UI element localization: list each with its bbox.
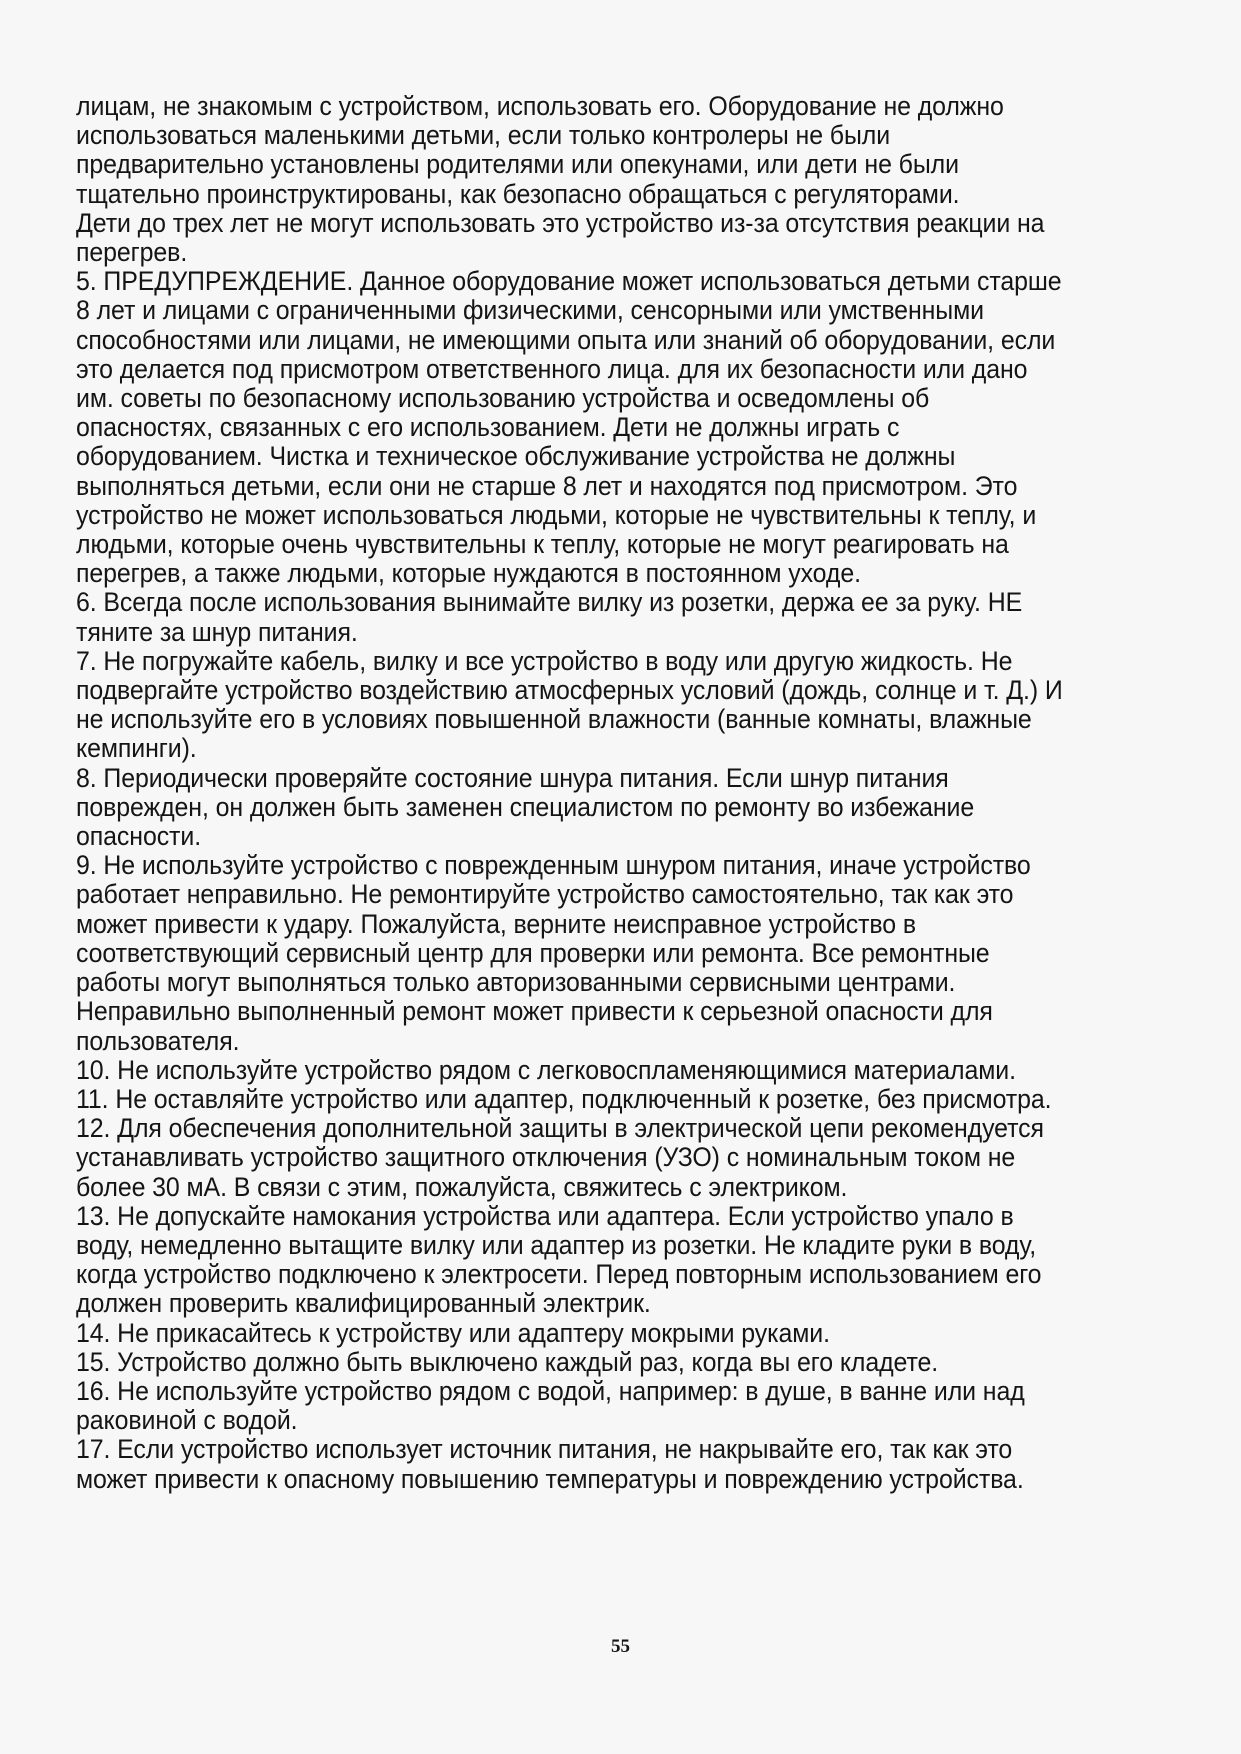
paragraph-item-11: 11. Не оставляйте устройство или адаптер, подключенный к розетке, без присмотра. <box>76 1083 1052 1114</box>
paragraph-item-9: 9. Не используйте устройство с поврежденным шнуром питания, иначе устройство работает неправильно. Не ремонтируйте устройство самостоятельно, так как это может привести к удару. Пожалуйста, верните неисправное устройство в соответствующий сервисный центр для проверки или ремонта. Все ремонтные работы могут выполняться только авторизованными сервисными центрами. Неправильно выполненный ремонт может привести к серьезной опасности для пользователя. <box>76 850 1031 1056</box>
document-body <box>76 92 1129 1494</box>
page-number: 55 <box>611 1636 630 1657</box>
paragraph-item-6: 6. Всегда после использования вынимайте вилку из розетки, держа ее за руку. НЕ тяните за шнур питания. <box>76 587 1023 647</box>
paragraph-item-12: 12. Для обеспечения дополнительной защиты в электрической цепи рекомендуется устанавливать устройство защитного отключения (УЗО) с номинальным током не более 30 мА. В связи с этим, пожалуйста, свяжитесь с электриком. <box>76 1113 1044 1202</box>
paragraph-item-14: 14. Не прикасайтесь к устройству или адаптеру мокрыми руками. <box>76 1317 830 1348</box>
paragraph-item-10: 10. Не используйте устройство рядом с легковоспламеняющимися материалами. <box>76 1054 1016 1085</box>
paragraph-item-5: 5. ПРЕДУПРЕЖДЕНИЕ. Данное оборудование может использоваться детьми старше 8 лет и лицами с ограниченными физическими, сенсорными или умственными способностями или лицами, не имеющими опыта или знаний об оборудовании, если это делается под присмотром ответственного лица. для их безопасности или дано им. советы по безопасному использованию устройства и осведомлены об опасностях, связанных с его использованием. Дети не должны играть с оборудованием. Чистка и техническое обслуживание устройства не должны выполняться детьми, если они не старше 8 лет и находятся под присмотром. Это устройство не может использоваться людьми, которые не чувствительны к теплу, и людьми, которые очень чувствительны к теплу, которые не могут реагировать на перегрев, а также людьми, которые нуждаются в постоянном уходе. <box>76 266 1062 589</box>
paragraph-item-13: 13. Не допускайте намокания устройства или адаптера. Если устройство упало в воду, немедленно вытащите вилку или адаптер из розетки. Не кладите руки в воду, когда устройство подключено к электросети. Перед повторным использованием его должен проверить квалифицированный электрик. <box>76 1200 1042 1319</box>
paragraph-continuation: лицам, не знакомым с устройством, использовать его. Оборудование не должно использоваться маленькими детьми, если только контролеры не были предварительно установлены родителями или опекунами, или дети не были тщательно проинструктированы, как безопасно обращаться с регуляторами. Дети до трех лет не могут использовать это устройство из-за отсутствия реакции на перегрев. <box>76 91 1045 268</box>
paragraph-item-17: 17. Если устройство использует источник питания, не накрывайте его, так как это может привести к опасному повышению температуры и повреждению устройства. <box>76 1434 1024 1494</box>
paragraph-item-15: 15. Устройство должно быть выключено каждый раз, когда вы его кладете. <box>76 1346 939 1377</box>
paragraph-item-16: 16. Не используйте устройство рядом с водой, например: в душе, в ванне или над раковиной с водой. <box>76 1375 1025 1436</box>
paragraph-item-8: 8. Периодически проверяйте состояние шнура питания. Если шнур питания поврежден, он должен быть заменен специалистом по ремонту во избежание опасности. <box>76 762 975 852</box>
paragraph-item-7: 7. Не погружайте кабель, вилку и все устройство в воду или другую жидкость. Не подвергайте устройство воздействию атмосферных условий (дождь, солнце и т. Д.) И не используйте его в условиях повышенной влажности (ванные комнаты, влажные кемпинги). <box>76 645 1063 764</box>
